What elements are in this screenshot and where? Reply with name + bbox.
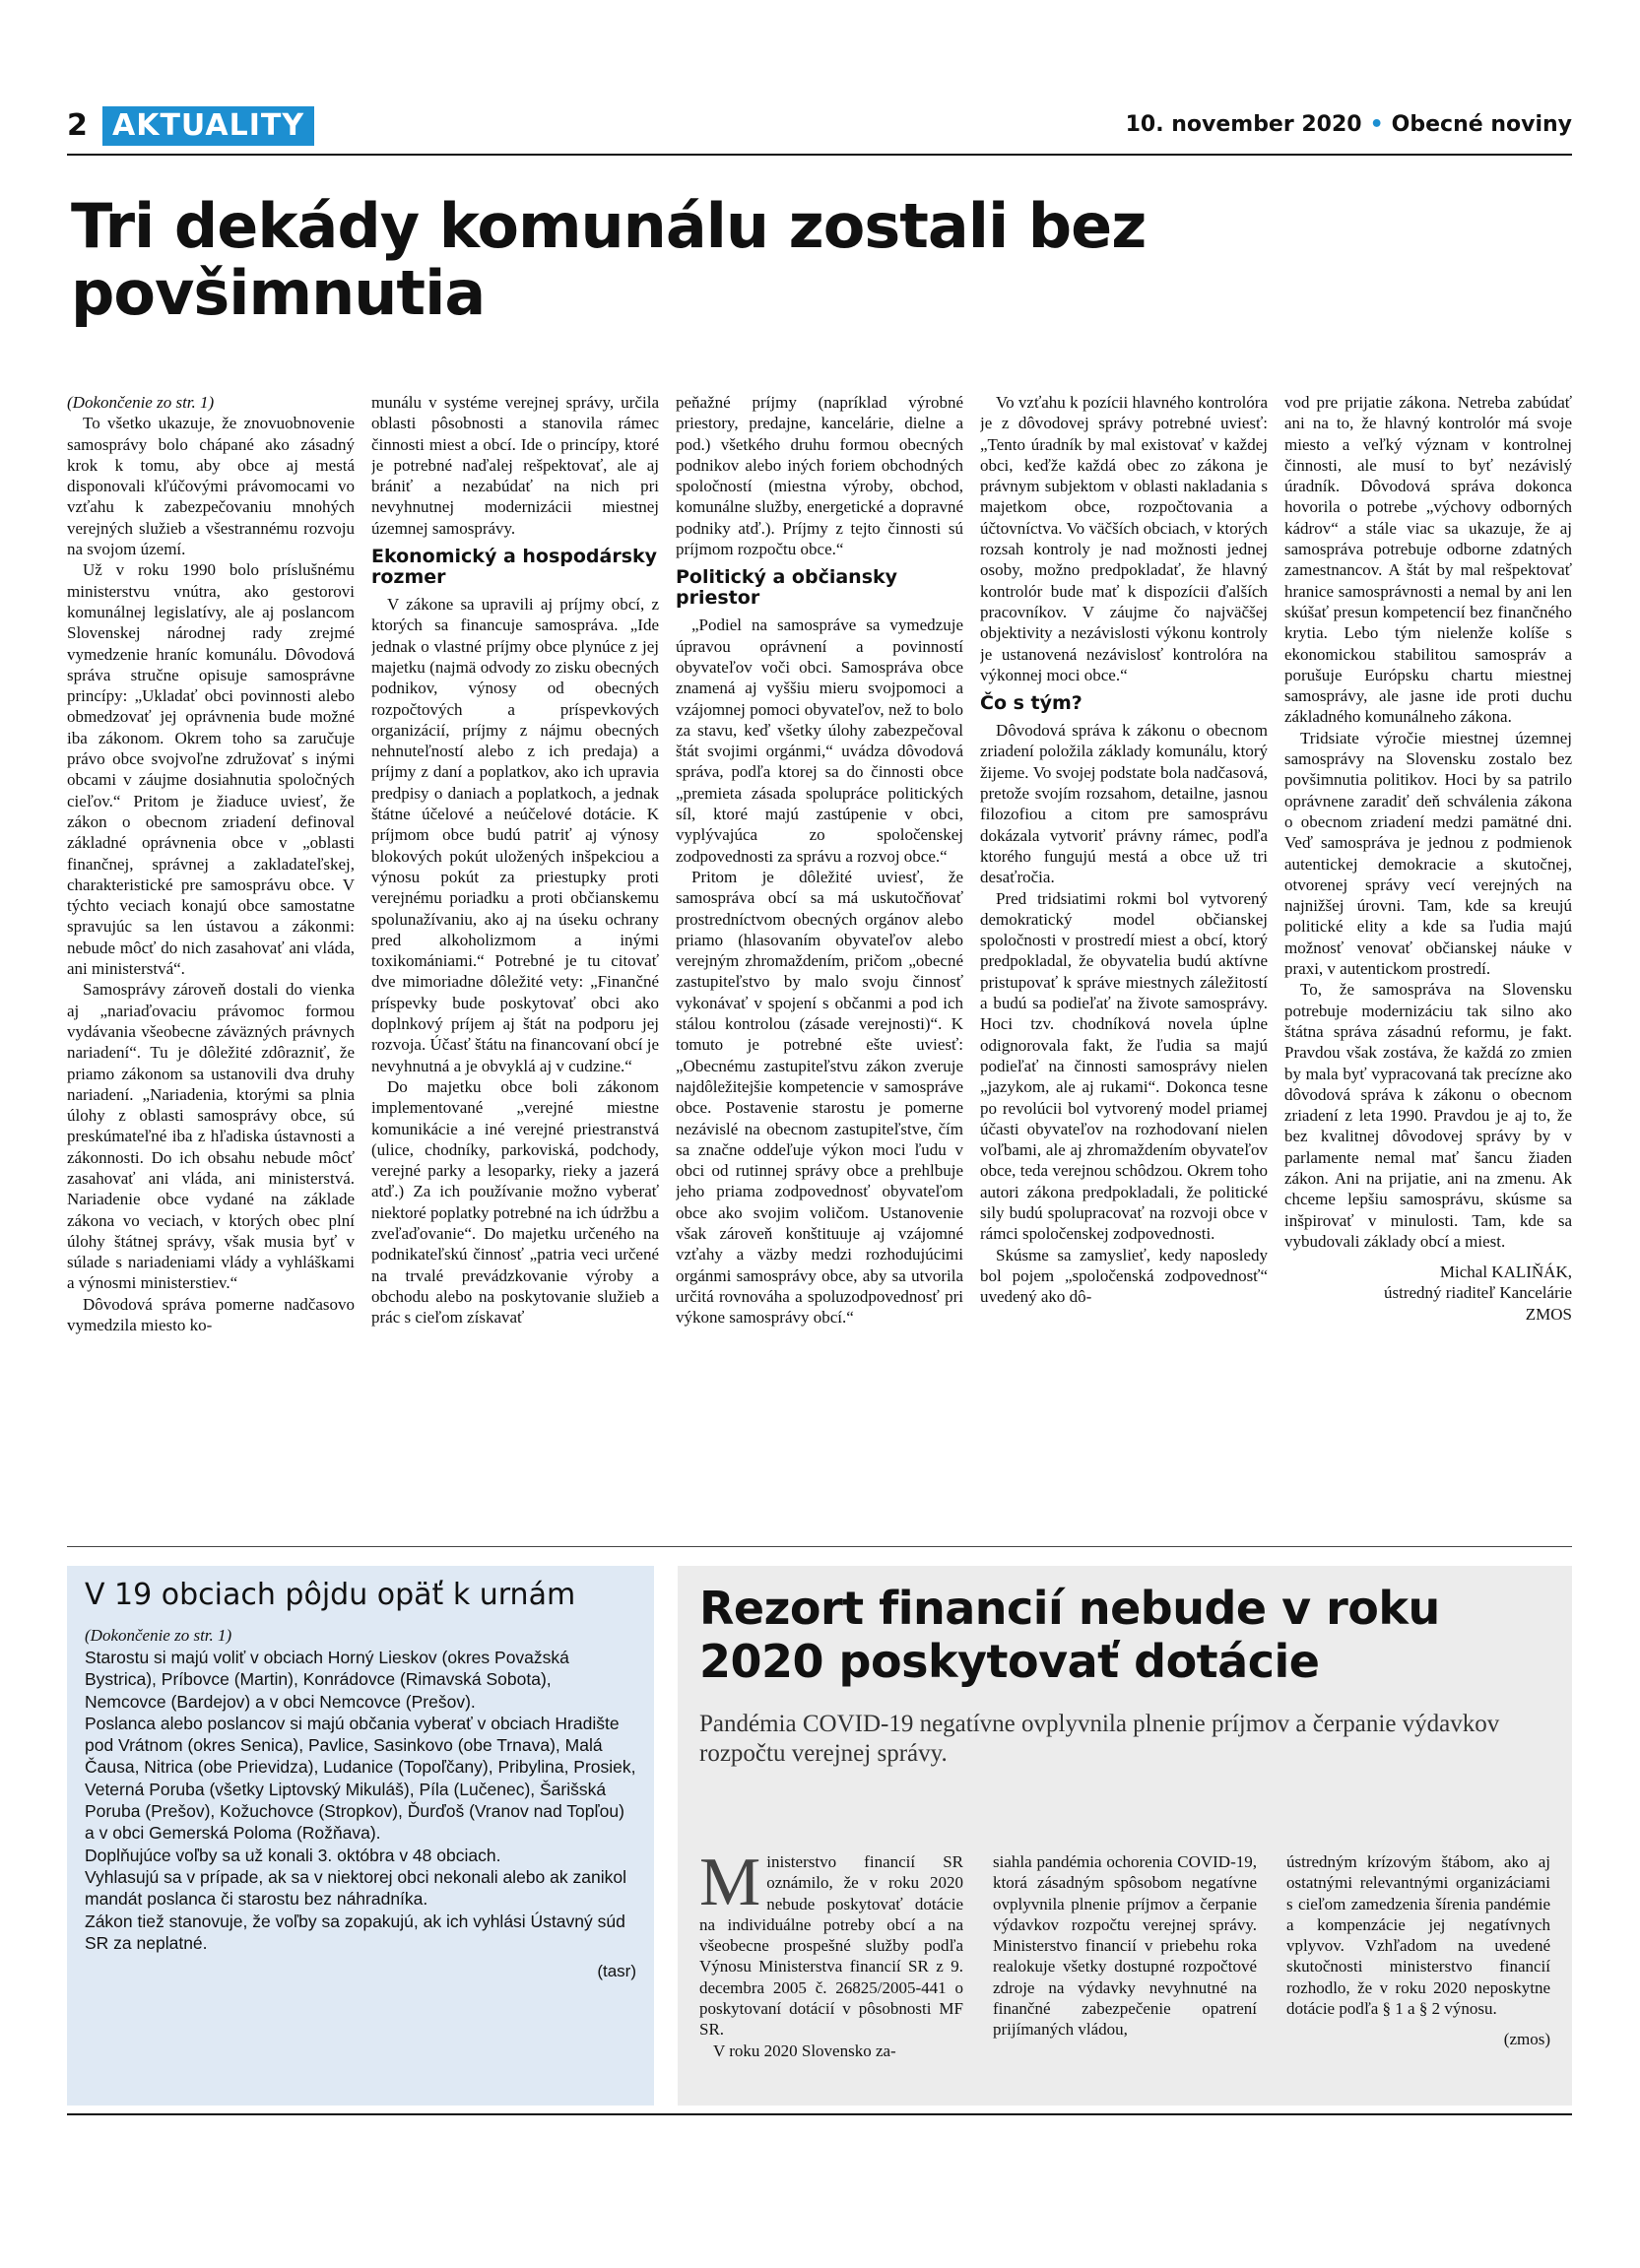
footer-rule — [67, 2113, 1572, 2115]
paragraph: Starostu si majú voliť v obciach Horný Lieskov (okres Považská Bystrica), Príbovce (Martin), Konrádovce (Rimavská Sobota), Nemcovce (Bardejov) a v obci Nemcovce (Prešov). — [85, 1648, 569, 1712]
paragraph: Do majetku obce boli zákonom implementované „verejné miestne komunikácie a iné verejné priestranstvá (ulice, chodníky, parkoviská, podchody, verejné parky a lesoparky, rieky a jazerá atď.) Za ich používanie možno vyberať niektoré poplatky potrebné na ich údržbu a zveľaďovanie“. Do majetku určeného na podnikateľskú činnosť „patria veci určené na trvalé prevádzkovanie výroby a obchodu alebo na poskytovanie služieb a prác s cieľom získavať — [371, 1076, 659, 1328]
paragraph: Pred tridsiatimi rokmi bol vytvorený demokratický model občianskej spoločnosti v prostredí miest a obcí, ktorý predpokladal, že obyvatelia budú aktívne pristupovať k správe miestnych záležitostí a budú sa podieľať na živote samosprávy. Hoci tzv. chodníková novela úplne odignorovala fakt, že ľudia sa majú podieľať na činnosti samosprávy nielen „jazykom, ale aj rukami“. Dokonca tesne po revolúcii bol vytvorený model priamej účasti obyvateľov na rozhodovaní nielen voľbami, ale aj zhromaždením obyvateľov obce, teda verejnou schôdzou. Okrem toho autori zákona predpokladali, že politické sily budú spolupracovať na rozvoji obce v rámci spoločenskej zodpovednosti. — [980, 888, 1268, 1244]
paragraph: To, že samospráva na Slovensku potrebuje modernizáciu tak silno ako štátna správa zásadnú reformu, je fakt. Pravdou však zostáva, že každá zo zmien by mala byť vypracovaná tak precízne ako dôvodová správa k zákonu o obecnom zriadení z leta 1990. Pravdou je aj to, že bez kvalitnej dôvodovej správy by v parlamente nemal mať šancu žiaden zákon. Ani na prijatie, ani na zmenu. Ak chceme lepšiu samosprávu, skúsme sa inšpirovať v minulosti. Tam, kde sa vybudovali základy obcí a miest. — [1284, 980, 1572, 1251]
article-column-2 — [371, 392, 659, 1536]
finance-headline: Rezort financií nebude v roku 2020 poskytovať dotácie — [699, 1582, 1440, 1688]
section-divider — [67, 1546, 1572, 1547]
paragraph: Dôvodová správa k zákonu o obecnom zriadení položila základy komunálu, ktorý žijeme. Vo svojej podstate bola nadčasová, pretože svojím rozsahom, detailne, jasnou filozofiou a citom pre samosprávu dokázala vytvoriť právny rámec, podľa ktorého fungujú mestá a obce už tri desaťročia. — [980, 721, 1268, 887]
paragraph: Vyhlasujú sa v prípade, ak sa v niektorej obci nekonali alebo ak zanikol mandát poslanca či starostu bez náhradníka. — [85, 1866, 626, 1910]
elections-box — [67, 1566, 654, 2106]
source-credit: (tasr) — [597, 1962, 636, 1981]
issue-date: 10. november 2020 — [1125, 112, 1362, 137]
paragraph: Pritom je dôležité uviesť, že samospráva obcí sa má uskutočňovať prostredníctvom obecných orgánov alebo priamo (hlasovaním obyvateľov alebo verejným zhromaždením, pričom „obecné zastupiteľstvo by malo svoju činnosť vykonávať v spojení s občanmi a pod ich stálou kontrolou (zásade verejnosti)“. K tomuto je potrebné ešte uviesť: „Obecnému zastupiteľstvu zákon zveruje najdôležitejšie kompetencie v samospráve obce. Postavenie starostu je pomerne nezávislé na obecnom zastupiteľstve, čím sa značne oddeľuje výkon moci ľudu v obci od rutinnej správy obce a prehlbuje jeho priama zodpovednosť obyvateľom obce ako svojim voličom. Ustanovenie však zároveň konštituuje aj vzájomné vzťahy a väzby medzi rozhodujúcimi orgánmi samosprávy obce, aby sa utvorila určitá rovnováha a spoluzodpovednosť pri výkone samosprávy obcí.“ — [676, 867, 963, 1328]
drop-cap: M — [699, 1845, 761, 1920]
paragraph: ústredným krízovým štábom, ako aj ostatnými relevantnými organizáciami s cieľom zamedzenia šírenia pandémie a kompenzácie jej negatívnych vplyvov. Vzhľadom na uvedené skutočnosti ministerstvo financií rozhodlo, že v roku 2020 neposkytne dotácie podľa § 1 a § 2 výnosu. — [1286, 1852, 1550, 2019]
finance-body — [699, 1845, 1550, 2098]
paragraph: V roku 2020 Slovensko za- — [713, 2041, 896, 2060]
article-column-5 — [1284, 392, 1572, 1536]
paragraph: V zákone sa upravili aj príjmy obcí, z ktorých sa financuje samospráva. „Ide jednak o vlastné príjmy obce plynúce z jej majetku (najmä odvody zo zisku obecných podnikov, výnosy od obecných rozpočtových a príspevkových organizácií, príjmy z nájmu obecných nehnuteľností alebo z ich predaja) a príjmy z daní a poplatkov, ako ich upravia predpisy o daniach a poplatkoch, a jednak štátne účelové a neúčelové dotácie. K príjmom obce budú patriť aj výnosy blokových pokút uložených inšpekciou a výnosu pokút za priestupky proti verejnému poriadku a proti občianskemu spolunažívaniu, ako aj na úseku ochrany pred alkoholizmom a inými toxikomániami.“ Potrebné je tu citovať dve mimoriadne dôležité vety: „Finančné príspevky bude poskytovať obci ako doplnkový príjem aj štát na podporu jej rozvoja. Účasť štátu na financovaní obcí je nevyhnutná a je obvyklá aj v cudzine.“ — [371, 595, 659, 1075]
paragraph: munálu v systéme verejnej správy, určila oblasti pôsobnosti a stanovila rámec činnosti miest a obcí. Ide o princípy, ktoré je potrebné naďalej rešpektovať, ale aj brániť a nezabúdať na nich pri nevyhnutnej modernizácii miestnej územnej samosprávy. — [371, 393, 659, 538]
author-role: ústredný riaditeľ Kancelárie — [1384, 1283, 1572, 1303]
main-headline: Tri dekády komunálu zostali bez povšimnutia — [71, 190, 1147, 329]
page-number: 2 — [67, 108, 88, 143]
article-column-1 — [67, 392, 355, 1536]
subheading: Čo s tým? — [980, 692, 1082, 715]
paragraph: Skúsme sa zamyslieť, kedy naposledy bol pojem „spoločenská zodpovednosť“ uvedený ako dô- — [980, 1245, 1268, 1307]
finance-column-3 — [1286, 1851, 1550, 2050]
elections-headline: V 19 obciach pôjdu opäť k urnám — [85, 1578, 576, 1612]
paragraph: Tridsiate výročie miestnej územnej samosprávy na Slovensku zostalo bez povšimnutia politikov. Hoci by sa patrilo oprávnene zaradiť deň schválenia zákona o obecnom zriadení medzi pamätné dni. Veď samospráva je jednou z podmienok autentickej demokracie a skutočnej, otvorenej správy vecí verejných na najnižšej úrovni. Tam, kde sa kreujú politické elity a kde sa ľudia majú možnosť venovať občianskej náuke v praxi, v autentickom prostredí. — [1284, 728, 1572, 979]
author-signature — [1284, 1262, 1572, 1325]
paragraph-text: inisterstvo financií SR oznámilo, že v roku 2020 nebude poskytovať dotácie na individuálne potreby obcí a na všeobecne prospešné služby podľa Výnosu Ministerstva financií SR z 9. decembra 2005 č. 26825/2005-441 o poskytovaní dotácií v pôsobnosti MF SR. — [699, 1852, 963, 2040]
author-name: Michal KALIŇÁK, — [1439, 1263, 1572, 1282]
paragraph: Zákon tiež stanovuje, že voľby sa zopakujú, ak ich vyhlási Ústavný súd SR za neplatné. — [85, 1911, 625, 1953]
dateline-separator: • — [1369, 112, 1384, 137]
continued-note: (Dokončenie zo str. 1) — [67, 393, 215, 412]
article-column-4 — [980, 392, 1268, 1536]
paragraph: Vo vzťahu k pozícii hlavného kontrolóra je z dôvodovej správy potrebné uviesť: „Tento úradník by mal existovať v každej obci, keďže každá obec zo zákona je právnym subjektom v oblasti nakladania s majetkom obce, rozpočtovania a účtovníctva. Vo väčších obciach, v ktorých rozsah kontroly je nad možnosti jednej osoby, možno predpokladať, že hlavný kontrolór bude mať k dispozícii ďalších pracovníkov. V záujme čo najväčšej objektivity a nezávislosti výkonu kontroly je ustanovená nezávislosť kontrolóra na výkonnej moci obce.“ — [980, 393, 1268, 684]
paragraph: Dôvodová správa pomerne nadčasovo vymedzila miesto ko- — [67, 1294, 355, 1335]
paragraph: Samosprávy zároveň dostali do vienka aj „nariaďovaciu právomoc formou vydávania všeobecne záväzných právnych nariadení“. Tu je dôležité zdôrazniť, že priamo zákonom sa ustanovili dva druhy nariadení. „Nariadenia, ktorými sa plnia úlohy z oblasti samosprávy obce, sú preskúmateľné iba z hľadiska ústavnosti a zákonnosti. Do ich obsahu nebude môcť zasahovať ani vláda, ani ministerstvá. Nariadenie obce vydané na základe zákona vo veciach, v ktorých obec plní úlohy štátnej správy, však musia byť v súlade s nariadeniami vlády a vyhláškami a výnosmi ministerstiev.“ — [67, 980, 355, 1293]
publication-name: Obecné noviny — [1391, 112, 1572, 137]
paragraph: Poslanca alebo poslancov si majú občania vyberať v obciach Hradište pod Vrátnom (okres Senica), Pavlice, Sasinkovo (obe Trnava), Malá Čausa, Nitrica (obe Prievidza), Ludanice (Topoľčany), Pribylina, Prosiek, Veterná Poruba (všetky Liptovský Mikuláš), Píla (Lučenec), Šarišská Poruba (Prešov), Kožuchovce (Stropkov), Ďurďoš (Vranov nad Topľou) a v obci Gemerská Poloma (Rožňava). — [85, 1713, 636, 1844]
header-rule — [67, 154, 1572, 156]
article-column-3 — [676, 392, 963, 1536]
paragraph: Doplňujúce voľby sa už konali 3. októbra v 48 obciach. — [85, 1845, 501, 1865]
continued-note: (Dokončenie zo str. 1) — [85, 1626, 232, 1645]
page-header — [67, 106, 1572, 150]
paragraph — [699, 1845, 963, 2041]
finance-column-2 — [993, 1851, 1257, 2041]
paragraph: peňažné príjmy (napríklad výrobné priestory, predajne, kancelárie, dielne a pod.) všetkého druhu formou obecných podnikov alebo iných foriem obchodných spoločností (miestna výroby, obchod, komunálne služby, energetické a dopravné podniky atď.). Príjmy z tejto činnosti sú príjmom rozpočtu obce.“ — [676, 393, 963, 559]
section-tag: AKTUALITY — [102, 106, 314, 146]
subheading: Ekonomický a hospodársky rozmer — [371, 546, 658, 589]
main-article-body — [67, 392, 1572, 1536]
paragraph: „Podiel na samospráve sa vymedzuje úpravou oprávnení a povinností obyvateľov voči obci. Samospráva obce znamená aj vyššiu mieru svojpomoci a vzájomnej pomoci obyvateľov, než to bolo za stavu, keď všetky úlohy zabezpečoval štát svojimi orgánmi,“ uvádza dôvodová správa, podľa ktorej sa do činnosti obce „premieta zásada spolupráce politických síl, ktoré majú zastúpenie v obci, vyplývajúca zo spoločenskej zodpovednosti za správu a rozvoj obce.“ — [676, 616, 963, 866]
paragraph: siahla pandémia ochorenia COVID-19, ktorá zásadným spôsobom negatívne ovplyvnila plnenie príjmov a čerpanie výdavkov rozpočtu verejnej správy. Ministerstvo financií v priebehu roka realokuje všetky dostupné rozpočtové zdroje na výdavky nevyhnutné na finančné zabezpečenie opatrení prijímaných vládou, — [993, 1852, 1257, 2040]
finance-lead: Pandémia COVID-19 negatívne ovplyvnila plnenie príjmov a čerpanie výdavkov rozpočtu verejnej správy. — [699, 1711, 1500, 1767]
author-organization: ZMOS — [1525, 1304, 1572, 1324]
paragraph: To všetko ukazuje, že znovuobnovenie samosprávy bolo chápané ako zásadný krok k tomu, aby obce aj mestá disponovali kľúčovými právomocami vo vzťahu k zabezpečovaniu mnohých verejných služieb a všestrannému rozvoju na svojom území. — [67, 414, 355, 559]
subheading: Politický a občiansky priestor — [676, 566, 898, 610]
paragraph: vod pre prijatie zákona. Netreba zabúdať ani na to, že hlavný kontrolór má svoje miesto a veľký význam v kontrolnej činnosti, ale musí to byť nezávislý úradník. Dôvodová správa dokonca hovorila o potrebe „výchovy odborných kádrov“ a stále viac sa ukazuje, že aj samospráva potrebuje odborne zdatných zamestnancov. A štát by mal rešpektovať hranice samosprávnosti a nemal by ani len skúšať presun kompetencií bez finančného krytia. Lebo tým nielenže kolíše s ekonomickou stabilitou samospráv a porušuje Európsku chartu miestnej samosprávy, ale jasne ide proti duchu základného komunálneho zákona. — [1284, 393, 1572, 727]
finance-column-1 — [699, 1845, 963, 2061]
source-credit: (zmos) — [1503, 2030, 1550, 2049]
finance-box — [678, 1566, 1572, 2106]
paragraph: Už v roku 1990 bolo príslušnému ministerstvu vnútra, ako gestorovi komunálnej legislatívy, ale aj poslancom Slovenskej národnej rady zrejmé vymedzenie hraníc komunálu. Dôvodová správa stručne opisuje samosprávne princípy: „Ukladať obci povinnosti alebo obmedzovať jej oprávnenia bude možné iba zákonom. Okrem toho sa zaručuje právo obce svojvoľne združovať s inými obcami v záujme dosiahnutia spoločných cieľov.“ Pritom je žiaduce uviesť, že zákon o obecnom zriadení definoval základné oprávnenia obce v „oblasti finančnej, správnej a zakladateľskej, charakteristické pre samosprávu obce. V týchto veciach konajú obce samostatne spravujúc sa len ústavou a zákonmi: nebude môcť do nich zasahovať ani vláda, ani ministerstvá“. — [67, 560, 355, 979]
dateline — [1126, 112, 1572, 137]
